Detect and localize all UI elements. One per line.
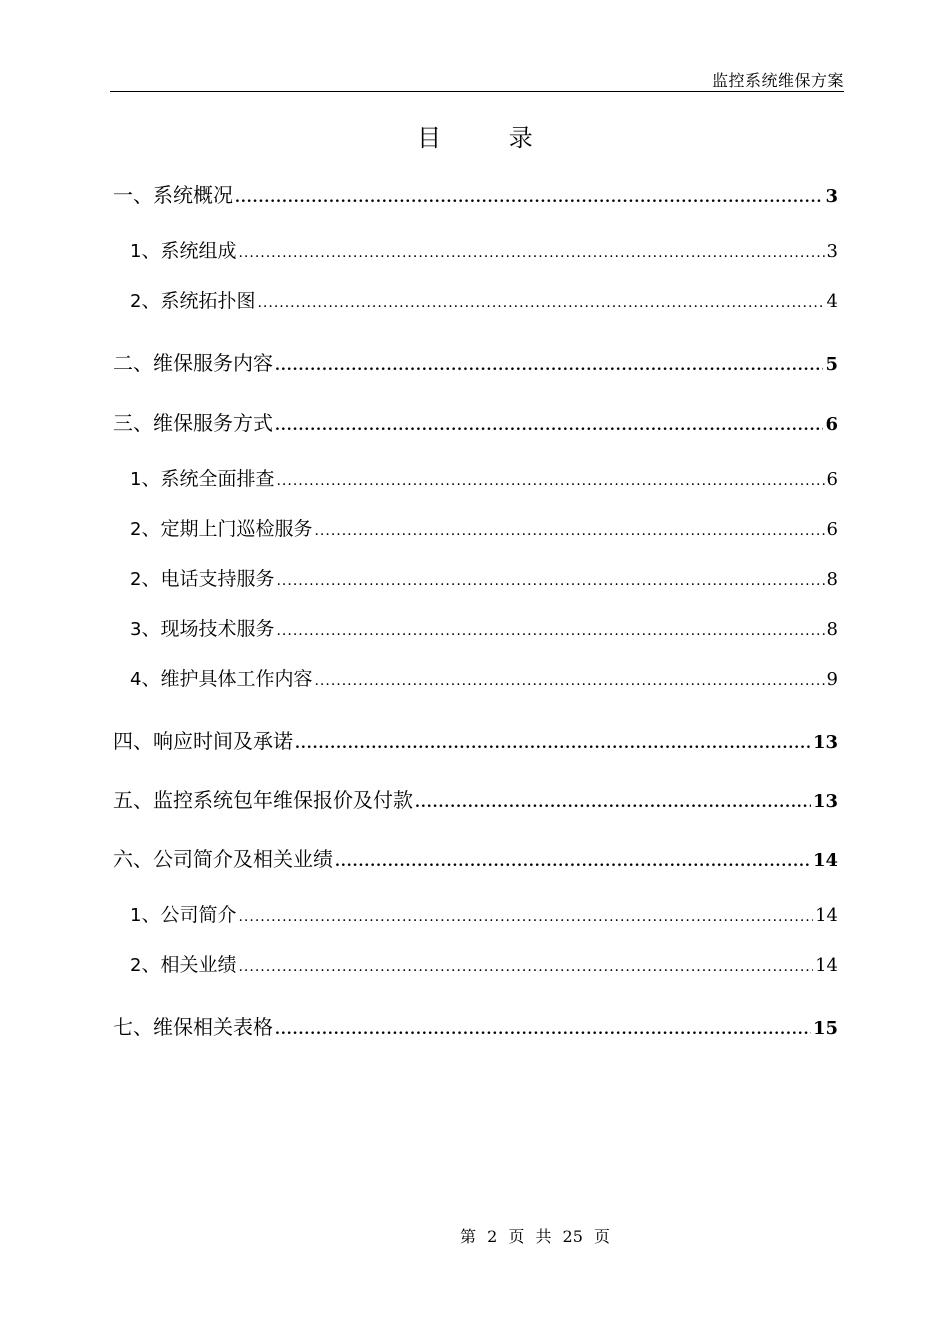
toc-entry-page: 13 (812, 791, 838, 812)
toc-entry-label: 、现场技术服务 (141, 618, 275, 640)
toc-entry[interactable] (130, 614, 838, 644)
toc-entry[interactable] (130, 950, 838, 980)
toc-entry[interactable] (130, 514, 838, 544)
toc-entry-number: 2 (130, 955, 142, 976)
toc-dot-leader (238, 238, 824, 268)
toc-entry[interactable] (130, 564, 838, 594)
toc-dot-leader (276, 566, 824, 596)
toc-entry-label: 七、维保相关表格 (113, 1015, 273, 1039)
toc-entry[interactable] (113, 1012, 838, 1042)
toc-entry-page: 14 (812, 850, 838, 871)
toc-dot-leader (415, 788, 811, 818)
toc-entry[interactable] (130, 664, 838, 694)
toc-entry-label: 五、监控系统包年维保报价及付款 (113, 788, 413, 812)
toc-entry-page: 5 (825, 354, 838, 375)
toc-entry[interactable] (130, 900, 838, 930)
toc-entry-page: 15 (812, 1018, 838, 1039)
toc-entry-label: 、定期上门巡检服务 (141, 518, 313, 540)
toc-entry-page: 4 (826, 291, 838, 312)
toc-entry-label: 六、公司简介及相关业绩 (113, 847, 333, 871)
toc-dot-leader (276, 616, 824, 646)
toc-entry[interactable] (130, 286, 838, 316)
toc-entry-number: 2 (130, 519, 142, 540)
toc-entry[interactable] (113, 180, 838, 210)
toc-entry-number: 4 (130, 669, 142, 690)
toc-entry[interactable] (113, 844, 838, 874)
toc-dot-leader (314, 666, 824, 696)
toc-dot-leader (314, 516, 824, 546)
toc-entry-label: 、相关业绩 (141, 954, 237, 976)
toc-title: 目 录 (417, 124, 563, 152)
toc-dot-leader (238, 902, 813, 932)
toc-entry[interactable] (113, 785, 838, 815)
toc-entry-label: 四、响应时间及承诺 (113, 729, 293, 753)
toc-entry-page: 14 (815, 905, 838, 926)
header-doc-title: 监控系统维保方案 (711, 71, 844, 90)
toc-entry-label: 一、系统概况 (113, 183, 233, 207)
toc-entry-number: 1 (130, 905, 142, 926)
toc-entry-number: 2 (130, 569, 142, 590)
toc-dot-leader (275, 411, 823, 441)
toc-entry-page: 3 (826, 241, 838, 262)
toc-entry-page: 8 (826, 619, 838, 640)
toc-entry-number: 1 (130, 469, 142, 490)
toc-entry-page: 9 (826, 669, 838, 690)
toc-entry-label: 、公司简介 (141, 904, 237, 926)
toc-entry-label: 二、维保服务内容 (113, 351, 273, 375)
toc-entry-page: 14 (815, 955, 838, 976)
page-footer: 第 2 页 共 25 页 (460, 1227, 610, 1246)
toc-entry-label: 三、维保服务方式 (113, 411, 273, 435)
toc-entry-page: 6 (826, 469, 838, 490)
toc-entry-label: 、系统全面排查 (141, 468, 275, 490)
toc-entry-page: 8 (826, 569, 838, 590)
toc-dot-leader (275, 351, 823, 381)
toc-entry[interactable] (130, 236, 838, 266)
toc-entry-page: 3 (825, 186, 838, 207)
toc-entry-label: 、系统拓扑图 (141, 290, 256, 312)
toc-entry-label: 、系统组成 (141, 240, 237, 262)
toc-entry[interactable] (113, 348, 838, 378)
toc-dot-leader (275, 1015, 811, 1045)
toc-dot-leader (257, 288, 824, 318)
toc-entry-page: 6 (826, 519, 838, 540)
toc-entry-page: 13 (812, 732, 838, 753)
toc-entry[interactable] (130, 464, 838, 494)
toc-entry-number: 1 (130, 241, 142, 262)
toc-entry-label: 、维护具体工作内容 (141, 668, 313, 690)
toc-dot-leader (238, 952, 813, 982)
toc-dot-leader (276, 466, 824, 496)
toc-dot-leader (235, 183, 823, 213)
toc-dot-leader (335, 847, 811, 877)
toc-entry-number: 3 (130, 619, 142, 640)
toc-entry-label: 、电话支持服务 (141, 568, 275, 590)
toc-entry[interactable] (113, 408, 838, 438)
toc-dot-leader (295, 729, 811, 759)
toc-entry[interactable] (113, 726, 838, 756)
toc-entry-page: 6 (825, 414, 838, 435)
toc-entry-number: 2 (130, 291, 142, 312)
